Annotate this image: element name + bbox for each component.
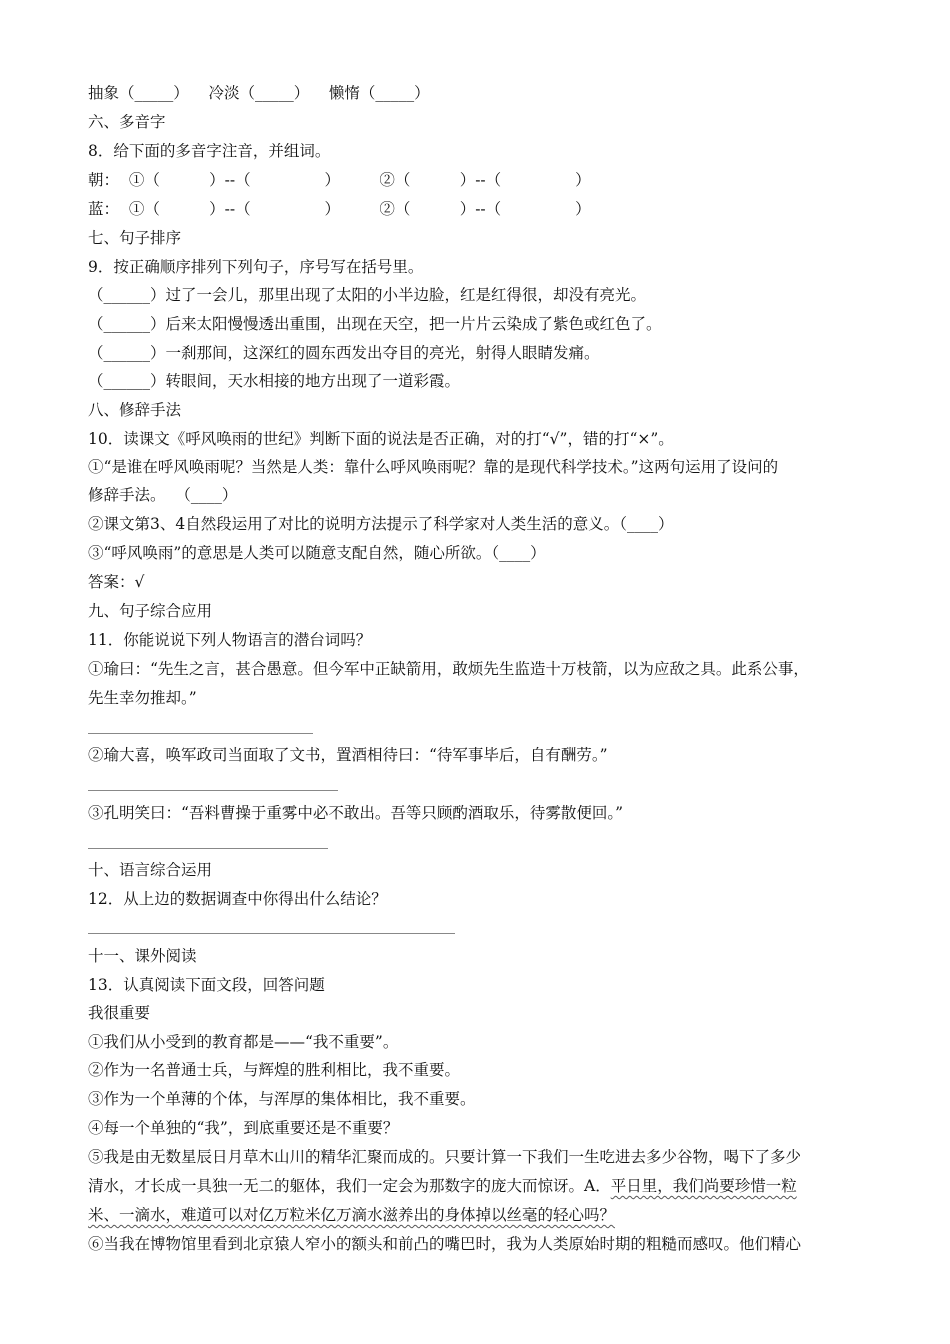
passage-text: 清水，才长成一具独一无二的躯体，我们一定会为那数字的庞大而惊讶。A． [88, 1177, 611, 1195]
quote-item-1: ①瑜曰：“先生之言，甚合愚意。但今军中正缺箭用，敢烦先生监造十万枝箭，以为应敌之具。此系公事， [88, 660, 809, 678]
passage-paragraph-5-cont [88, 1176, 797, 1196]
question-10: 10．读课文《呼风唤雨的世纪》判断下面的说法是否正确，对的打“√”，错的打“×”。 [88, 430, 674, 448]
polyphone-row-zhao: 朝： ①（ ）--（ ） ②（ ）--（ ） [88, 171, 591, 189]
antonyms-line: 抽象（_____） 冷淡（_____） 懒惰（_____） [88, 84, 430, 102]
answer-line-blank[interactable] [88, 733, 313, 734]
answer-line-blank[interactable] [88, 933, 455, 934]
judge-item-2: ②课文第3、4自然段运用了对比的说明方法提示了科学家对人类生活的意义。（____） [88, 515, 674, 533]
answer-line-blank[interactable] [88, 790, 338, 791]
judge-item-1: ①“是谁在呼风唤雨呢？当然是人类：靠什么呼风唤雨呢？靠的是现代科学技术。”这两句运用了设问的 [88, 458, 779, 476]
sentence-item: （______）一刹那间，这深红的圆东西发出夺目的亮光，射得人眼睛发痛。 [88, 344, 600, 362]
section-8-heading: 八、修辞手法 [88, 401, 182, 419]
judge-item-3: ③“呼风唤雨”的意思是人类可以随意支配自然，随心所欲。（____） [88, 544, 546, 562]
answer-line-blank[interactable] [88, 848, 328, 849]
section-7-heading: 七、句子排序 [88, 229, 182, 247]
wavy-underlined-text: 米、一滴水，难道可以对亿万粒米亿万滴水滋养出的身体掉以丝毫的轻心吗？ [88, 1206, 616, 1224]
passage-paragraph-3: ③作为一个单薄的个体，与浑厚的集体相比，我不重要。 [88, 1090, 476, 1108]
section-9-heading: 九、句子综合应用 [88, 602, 213, 620]
answer-line: 答案：√ [88, 573, 145, 591]
passage-paragraph-2: ②作为一名普通士兵，与辉煌的胜利相比，我不重要。 [88, 1061, 461, 1079]
section-11-heading: 十一、课外阅读 [88, 947, 197, 965]
quote-item-2: ②瑜大喜，唤军政司当面取了文书，置酒相待曰：“待军事毕后，自有酬劳。” [88, 746, 608, 764]
passage-paragraph-6: ⑥当我在博物馆里看到北京猿人窄小的额头和前凸的嘴巴时，我为人类原始时期的粗糙而感叹。他们精心 [88, 1235, 802, 1253]
wavy-underlined-text: 平日里，我们尚要珍惜一粒 [610, 1177, 797, 1195]
sentence-item: （______）转眼间，天水相接的地方出现了一道彩霞。 [88, 372, 461, 390]
section-6-heading: 六、多音字 [88, 113, 166, 131]
question-9: 9．按正确顺序排列下列句子，序号写在括号里。 [88, 258, 424, 276]
passage-paragraph-1: ①我们从小受到的教育都是——“我不重要”。 [88, 1033, 399, 1051]
question-13: 13．认真阅读下面文段，回答问题 [88, 976, 325, 994]
sentence-item: （______）后来太阳慢慢透出重围，出现在天空，把一片片云染成了紫色或红色了。 [88, 315, 662, 333]
quote-item-3: ③孔明笑曰：“吾料曹操于重雾中必不敢出。吾等只顾酌酒取乐，待雾散便回。” [88, 804, 624, 822]
sentence-item: （______）过了一会儿，那里出现了太阳的小半边脸，红是红得很，却没有亮光。 [88, 286, 647, 304]
judge-item-1-cont: 修辞手法。 （____） [88, 486, 238, 504]
passage-paragraph-5-cont2 [88, 1205, 615, 1225]
section-10-heading: 十、语言综合运用 [88, 861, 213, 879]
polyphone-row-lan: 蓝： ①（ ）--（ ） ②（ ）--（ ） [88, 200, 591, 218]
question-12: 12．从上边的数据调查中你得出什么结论？ [88, 890, 387, 908]
passage-paragraph-5: ⑤我是由无数星辰日月草木山川的精华汇聚而成的。只要计算一下我们一生吃进去多少谷物，喝下了多少 [88, 1148, 802, 1166]
passage-paragraph-4: ④每一个单独的“我”，到底重要还是不重要？ [88, 1119, 399, 1137]
quote-item-1-cont: 先生幸勿推却。” [88, 689, 197, 707]
question-8: 8．给下面的多音字注音，并组词。 [88, 142, 331, 160]
question-11: 11．你能说说下列人物语言的潜台词吗？ [88, 631, 372, 649]
passage-title: 我很重要 [88, 1004, 151, 1022]
